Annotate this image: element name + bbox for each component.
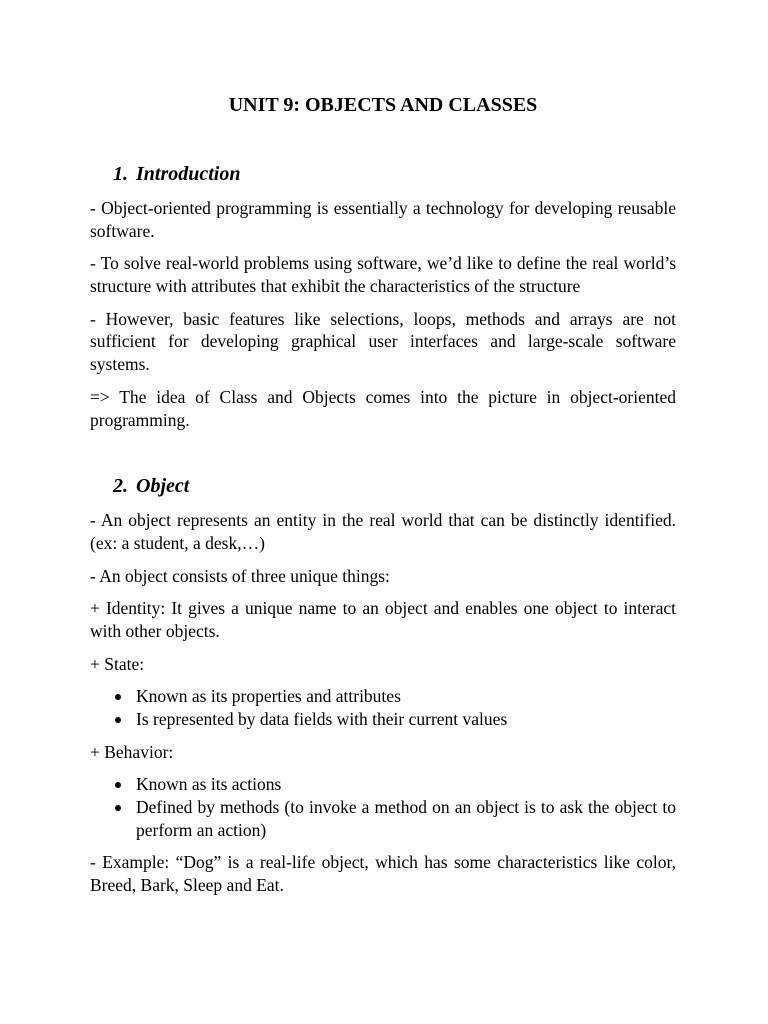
list-item-line: Known as its actions (136, 774, 282, 795)
page-title: UNIT 9: OBJECTS AND CLASSES (228, 94, 538, 116)
intro-paragraph-basic-features (90, 308, 676, 376)
paragraph-line: + Identity: It gives a unique name to an object and enables one object to interact (90, 598, 676, 619)
paragraph-line: => The idea of Class and Objects comes into the picture in object-oriented (90, 386, 676, 407)
section-introduction (90, 162, 676, 431)
paragraph-line: with other objects. (90, 620, 220, 641)
intro-paragraph-reusable-software (90, 197, 676, 242)
paragraph-line: (ex: a student, a desk,…) (90, 532, 265, 553)
section-number: 1. (113, 163, 128, 185)
list-item-line: Defined by methods (to invoke a method on an object is to ask the object to (136, 797, 676, 818)
paragraph-line: structure with attributes that exhibit the characteristics of the structure (90, 276, 581, 297)
section-heading-object (90, 474, 676, 498)
paragraph-line: sufficient for developing graphical user interfaces and large-scale software (90, 331, 676, 352)
behavior-label (90, 741, 676, 764)
behavior-bullet-list (90, 773, 676, 841)
object-paragraph-example (90, 851, 676, 896)
paragraph-line: - To solve real-world problems using software, we’d like to define the real world’s (90, 253, 676, 274)
list-item-line: Known as its properties and attributes (136, 686, 401, 707)
intro-paragraph-conclusion (90, 386, 676, 431)
object-paragraph-three-things (90, 565, 676, 588)
list-item (90, 796, 676, 841)
paragraph-line: - Example: “Dog” is a real-life object, which has some characteristics like color, (90, 852, 676, 873)
bullet-icon (115, 805, 121, 811)
object-paragraph-identity (90, 597, 676, 642)
section-object (90, 474, 676, 897)
bullet-icon (115, 694, 121, 700)
document-body (90, 93, 676, 907)
paragraph-line: - However, basic features like selections, loops, methods and arrays are not (90, 308, 676, 329)
paragraph-line: + Behavior: (90, 741, 174, 762)
intro-paragraph-real-world (90, 252, 676, 297)
section-title: Object (136, 475, 190, 498)
bullet-icon (115, 782, 121, 788)
section-number: 2. (113, 475, 128, 498)
section-heading-introduction (90, 162, 676, 186)
paragraph-line: - Object-oriented programming is essentially a technology for developing reusable (90, 198, 676, 218)
paragraph-line: Breed, Bark, Sleep and Eat. (90, 875, 284, 896)
list-item (90, 685, 676, 708)
paragraph-line: programming. (90, 409, 190, 430)
list-item-line: Is represented by data fields with their current values (136, 709, 508, 729)
paragraph-line: - An object represents an entity in the real world that can be distinctly identified. (90, 510, 676, 531)
list-item (90, 773, 676, 796)
paragraph-line: + State: (90, 653, 145, 674)
state-bullet-list (90, 685, 676, 730)
object-paragraph-definition (90, 509, 676, 554)
paragraph-line: - An object consists of three unique things: (90, 565, 390, 586)
paragraph-line: systems. (90, 354, 150, 375)
paragraph-line: software. (90, 220, 155, 241)
list-item (90, 708, 676, 731)
section-title: Introduction (136, 163, 241, 185)
state-label (90, 653, 676, 676)
bullet-icon (115, 717, 121, 723)
list-item-line: perform an action) (136, 819, 267, 840)
